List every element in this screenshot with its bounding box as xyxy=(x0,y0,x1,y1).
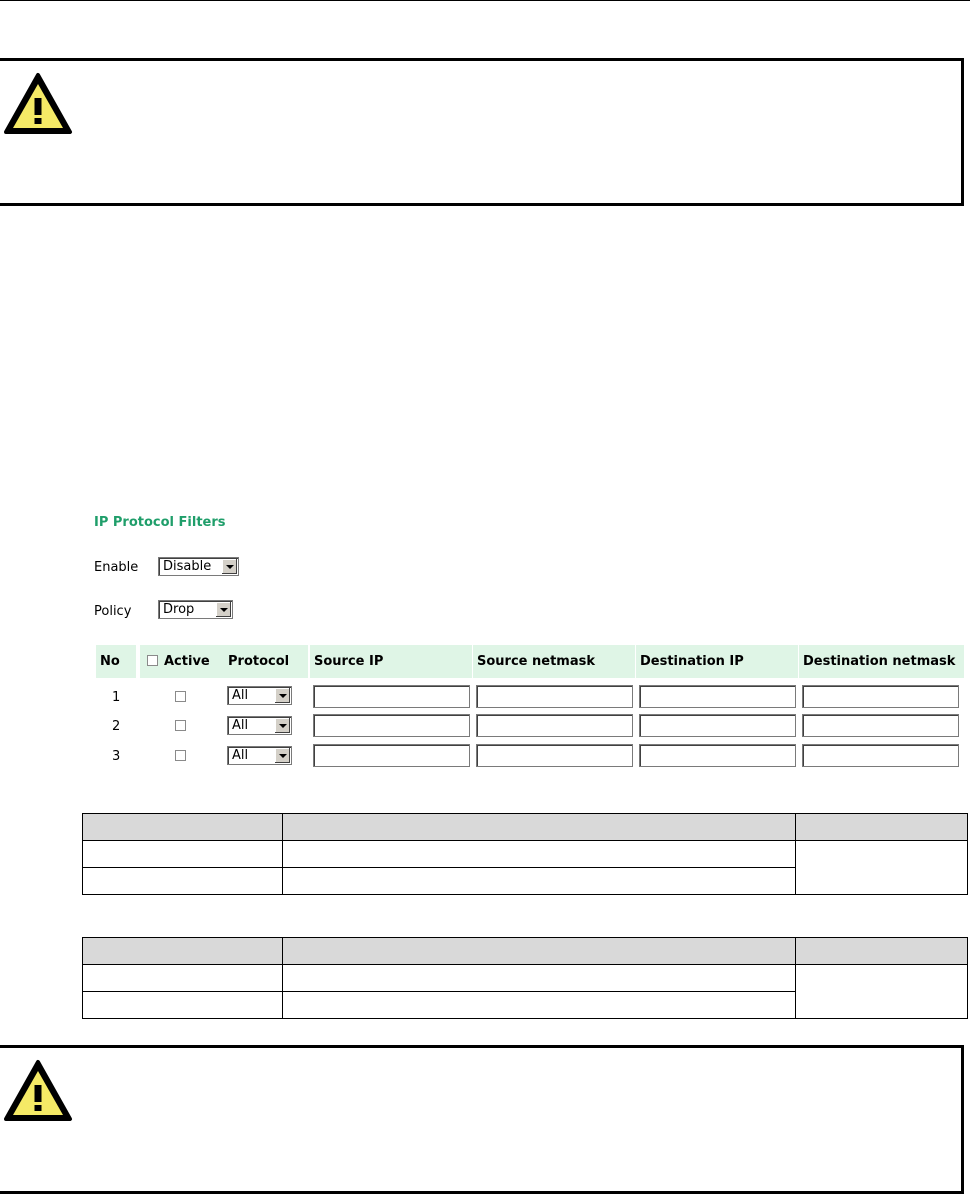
settings-table-1 xyxy=(82,813,968,895)
enable-select[interactable]: Disable xyxy=(158,557,239,576)
row-protocol-select[interactable]: All xyxy=(227,746,292,765)
row-active-checkbox[interactable] xyxy=(175,750,186,761)
policy-label: Policy xyxy=(94,604,132,619)
page-top-rule xyxy=(0,0,970,1)
row-active-checkbox[interactable] xyxy=(175,691,186,702)
table-header-row xyxy=(83,814,968,841)
col-header-destination-netmask: Destination netmask xyxy=(799,645,964,678)
source-ip-input[interactable] xyxy=(313,744,470,767)
destination-netmask-input[interactable] xyxy=(802,744,959,767)
row-number: 2 xyxy=(112,719,121,734)
chevron-down-icon xyxy=(274,688,290,703)
destination-netmask-input[interactable] xyxy=(802,714,959,737)
warning-box-bottom xyxy=(0,1045,964,1194)
policy-select[interactable]: Drop xyxy=(158,600,233,619)
warning-icon xyxy=(3,72,73,136)
settings-table-2 xyxy=(82,937,968,1019)
table-header-row xyxy=(83,938,968,965)
chevron-down-icon xyxy=(274,748,290,763)
destination-ip-input[interactable] xyxy=(639,685,796,708)
col-header-source-ip: Source IP xyxy=(310,645,472,678)
row-protocol-select[interactable]: All xyxy=(227,686,292,705)
chevron-down-icon xyxy=(215,602,231,617)
source-ip-input[interactable] xyxy=(313,685,470,708)
destination-netmask-input[interactable] xyxy=(802,685,959,708)
row-active-checkbox[interactable] xyxy=(175,720,186,731)
table-row xyxy=(83,965,968,992)
row-protocol-select[interactable]: All xyxy=(227,716,292,735)
col-header-source-netmask: Source netmask xyxy=(473,645,635,678)
destination-ip-input[interactable] xyxy=(639,714,796,737)
chevron-down-icon xyxy=(221,559,237,574)
select-all-checkbox[interactable] xyxy=(147,655,158,666)
row-number: 3 xyxy=(112,749,121,764)
source-netmask-input[interactable] xyxy=(476,714,633,737)
warning-box-top xyxy=(0,58,964,206)
panel-title: IP Protocol Filters xyxy=(94,515,226,530)
table-row xyxy=(83,841,968,868)
col-header-active: Active xyxy=(140,645,224,678)
row-number: 1 xyxy=(112,690,121,705)
source-netmask-input[interactable] xyxy=(476,685,633,708)
destination-ip-input[interactable] xyxy=(639,744,796,767)
warning-icon xyxy=(3,1059,73,1123)
chevron-down-icon xyxy=(274,718,290,733)
enable-label: Enable xyxy=(94,560,139,575)
col-header-protocol: Protocol xyxy=(224,645,308,678)
ip-protocol-filters-panel xyxy=(94,505,964,775)
source-netmask-input[interactable] xyxy=(476,744,633,767)
col-header-no: No xyxy=(96,645,136,678)
col-header-destination-ip: Destination IP xyxy=(636,645,798,678)
source-ip-input[interactable] xyxy=(313,714,470,737)
